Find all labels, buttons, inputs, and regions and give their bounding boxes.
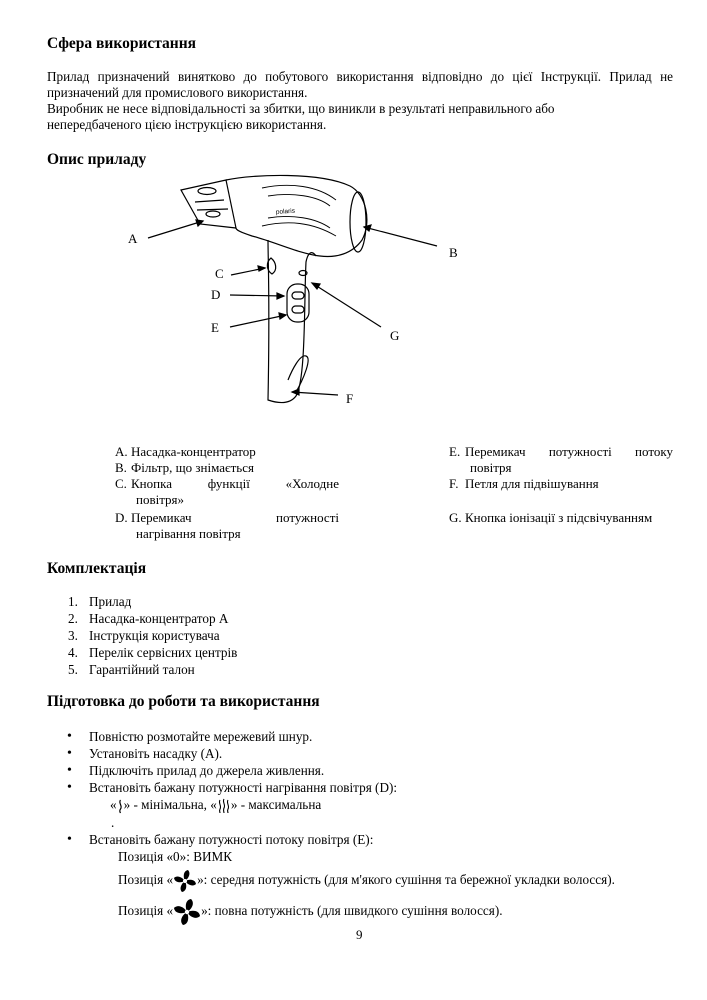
label-b: B bbox=[449, 245, 458, 260]
max-heat-icon bbox=[217, 798, 231, 814]
list-item: 5. Гарантійний талон bbox=[68, 662, 195, 677]
list-item: 3. Інструкція користувача bbox=[68, 628, 220, 643]
fan-medium-icon bbox=[173, 869, 197, 893]
min-heat-icon bbox=[117, 798, 124, 814]
label-f: F bbox=[346, 391, 354, 406]
position-0-text: Позиція «0»: ВИМК bbox=[118, 849, 233, 864]
legend-right: E. Перемикач потужності потоку повітря F. Петля для підвішування G. Кнопка іонізації з підсвічуванням bbox=[449, 444, 673, 525]
page-number: 9 bbox=[356, 927, 363, 942]
label-c: C bbox=[215, 266, 224, 281]
list-item: 4. Перелік сервісних центрів bbox=[68, 645, 238, 660]
fan-full-icon bbox=[173, 898, 201, 926]
legend-left: A. Насадка-концентратор B. Фільтр, що знімається C. Кнопка функції «Холодне повітря» D. Перемикач потужності нагрівання повітря bbox=[115, 444, 339, 541]
position-full-line: Позиція « »: повна потужність (для швидкого сушіння волосся). bbox=[118, 896, 503, 926]
usage-text bbox=[47, 69, 673, 133]
brand-logo: polaris bbox=[275, 207, 296, 216]
position-mid-line: Позиція « »: середня потужність (для м'якого сушіння та бережної укладки волосся). bbox=[118, 867, 615, 893]
kit-list bbox=[68, 594, 237, 679]
usage-paragraph-2: Виробник не несе відповідальності за збитки, що виникли в результаті неправильного або непередбаченого цією інструкцією використання. bbox=[47, 101, 555, 132]
label-a: A bbox=[128, 231, 138, 246]
description-heading: Опис приладу bbox=[47, 151, 147, 168]
list-item: 2. Насадка-концентратор A bbox=[68, 611, 229, 626]
usage-heading: Сфера використання bbox=[47, 35, 197, 52]
label-e: E bbox=[211, 320, 219, 335]
label-d: D bbox=[211, 287, 221, 302]
heat-levels-line: « » - мінімальна, « » - максимальна bbox=[110, 797, 322, 812]
label-g: G bbox=[390, 328, 400, 343]
stray-dot: . bbox=[111, 815, 115, 830]
kit-heading: Комплектація bbox=[47, 560, 147, 577]
usage-paragraph-1: Прилад призначений винятково до побутового використання відповідно до цієї Інструкції. Прилад не призначений для промислового використання. bbox=[47, 69, 673, 100]
list-item: 1. Прилад bbox=[68, 594, 132, 609]
hair-dryer-diagram bbox=[120, 170, 440, 410]
prep-heading: Підготовка до роботи та використання bbox=[47, 693, 320, 710]
